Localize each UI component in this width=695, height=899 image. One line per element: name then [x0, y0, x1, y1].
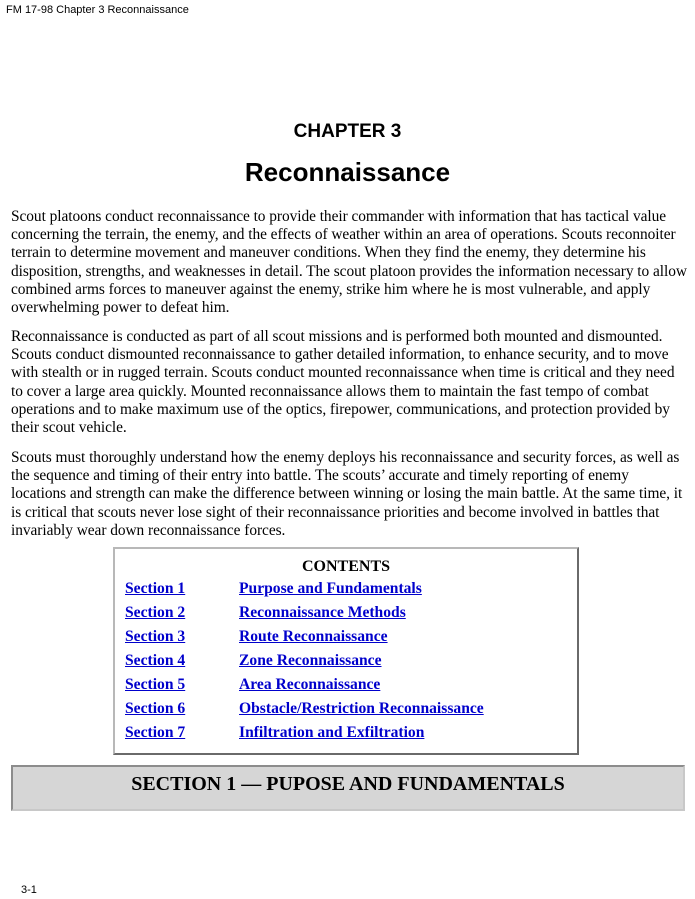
toc-section-link[interactable]: Section 5 — [125, 676, 186, 693]
chapter-label: CHAPTER 3 — [293, 121, 402, 142]
toc-section-link[interactable]: Section 1 — [125, 580, 186, 597]
contents-box — [113, 547, 579, 755]
running-header: FM 17-98 Chapter 3 Reconnaissance — [6, 4, 189, 16]
toc-row — [125, 604, 565, 624]
toc-title-link[interactable]: Area Reconnaissance — [239, 676, 381, 693]
toc-title-link[interactable]: Reconnaissance Methods — [239, 604, 406, 621]
section-heading: SECTION 1 — PUPOSE AND FUNDAMENTALS — [131, 773, 565, 795]
toc-section-link[interactable]: Section 4 — [125, 652, 186, 669]
section-heading-banner — [11, 765, 685, 811]
toc-row — [125, 652, 565, 672]
toc-row — [125, 724, 565, 744]
toc-section-link[interactable]: Section 7 — [125, 724, 186, 741]
body-paragraph-2: Reconnaissance is conducted as part of all scout missions and is performed both mounted and dismounted. Scouts conduct dismounted reconnaissance to gather detailed information, to enhance security, and to move with stealth or in rugged terrain. Scouts conduct mounted reconnaissance when time is critical and they need to cover a large area quickly. Mounted reconnaissance allows them to maintain the fast tempo of combat operations and to make maximum use of the optics, firepower, communications, and protection provided by their scout vehicle. — [11, 328, 675, 437]
chapter-title: Reconnaissance — [244, 157, 451, 187]
toc-title-link[interactable]: Purpose and Fundamentals — [239, 580, 422, 597]
toc-title-link[interactable]: Infiltration and Exfiltration — [239, 724, 425, 741]
page-number: 3-1 — [21, 884, 37, 896]
toc-row — [125, 628, 565, 648]
toc-row — [125, 700, 565, 720]
body-paragraph-3: Scouts must thoroughly understand how the enemy deploys his reconnaissance and security forces, as well as the sequence and timing of their entry into battle. The scouts’ accurate and timely reporting of enemy locations and strength can make the difference between winning or losing the main battle. At the same time, it is critical that scouts never lose sight of their reconnaissance priorities and become involved in battles that invariably wear down reconnaissance forces. — [11, 449, 683, 539]
toc-title-link[interactable]: Obstacle/Restriction Reconnaissance — [239, 700, 484, 717]
toc-title-link[interactable]: Zone Reconnaissance — [239, 652, 382, 669]
toc-row — [125, 580, 565, 600]
toc-section-link[interactable]: Section 6 — [125, 700, 186, 717]
toc-section-link[interactable]: Section 3 — [125, 628, 186, 645]
toc-section-link[interactable]: Section 2 — [125, 604, 186, 621]
toc-title-link[interactable]: Route Reconnaissance — [239, 628, 388, 645]
toc-row — [125, 676, 565, 696]
contents-title: CONTENTS — [301, 558, 391, 575]
body-paragraph-1: Scout platoons conduct reconnaissance to provide their commander with information that has tactical value concerning the terrain, the enemy, and the effects of weather within an area of operations. Scouts reconnoiter terrain to determine movement and maneuver conditions. When they find the enemy, they determine his disposition, strengths, and weaknesses in detail. The scout platoon provides the information necessary to allow combined arms forces to maneuver against the enemy, strike him where he is most vulnerable, and apply overwhelming power to defeat him. — [11, 208, 687, 317]
